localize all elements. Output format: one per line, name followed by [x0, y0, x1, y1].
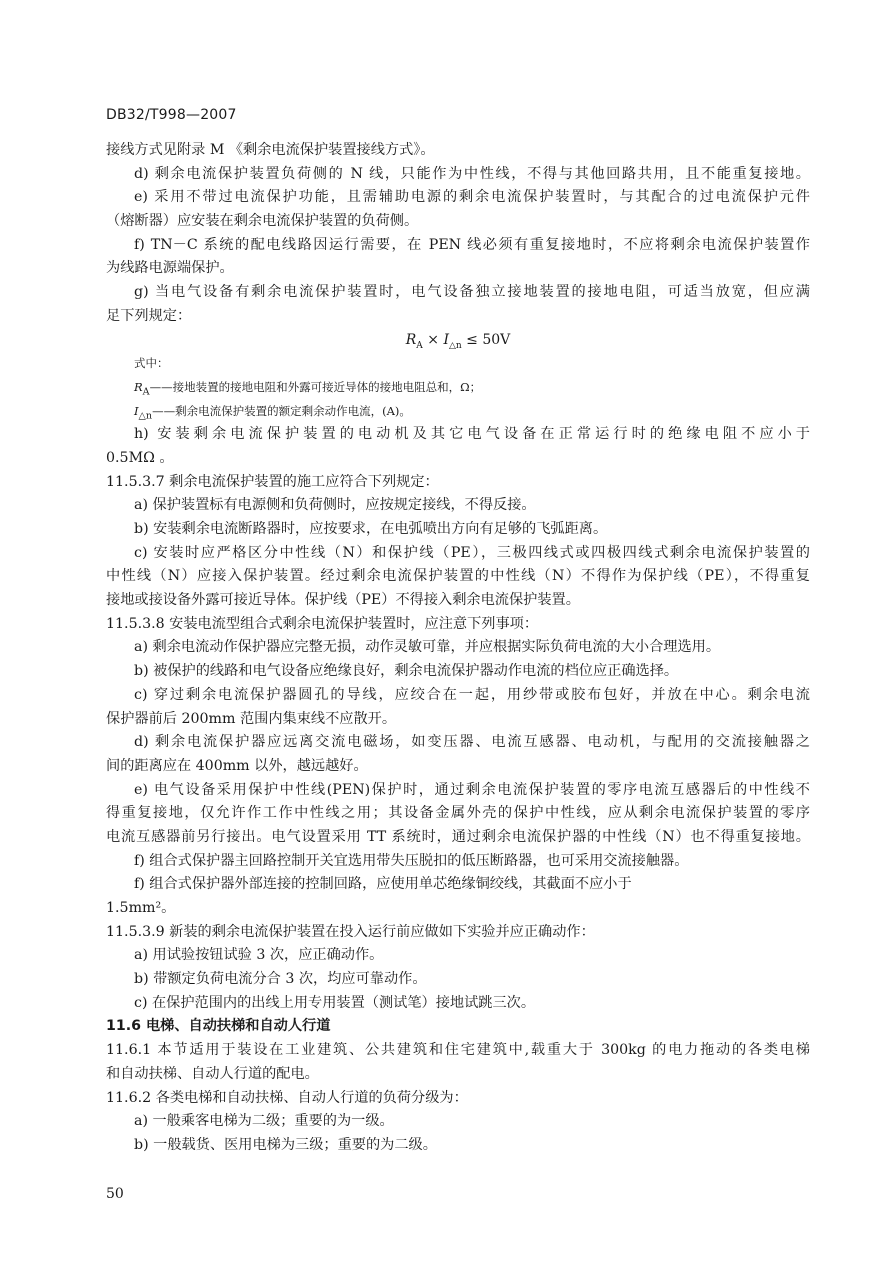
text-line: c) 在保护范围内的出线上用专用装置（测试笔）接地试跳三次。: [134, 994, 536, 1011]
clause-heading: 11.6.2 各类电梯和自动扶梯、自动人行道的负荷分级为：: [106, 1089, 468, 1106]
where-i-text: ——剩余电流保护装置的额定剩余动作电流，(A)。: [152, 403, 411, 418]
text-line: 接地或接设备外露可接近导体。保护线（PE）不得接入剩余电流保护装置。: [106, 592, 580, 609]
text-line: e) 采用不带过电流保护功能，且需辅助电源的剩余电流保护装置时，与其配合的过电流保护元件: [134, 189, 810, 206]
text-line: b) 一般载货、医用电梯为三级；重要的为二级。: [134, 1136, 437, 1153]
formula-r-subscript: A: [416, 340, 423, 351]
formula-i-subscript: △n: [448, 340, 462, 351]
where-r-text: ——接地装置的接地电阻和外露可接近导体的接地电阻总和，Ω；: [149, 379, 482, 394]
text-line: f) 组合式保护器外部连接的控制回路，应使用单芯绝缘铜绞线，其截面不应小于: [134, 876, 632, 893]
clause-heading: 11.5.3.8 安装电流型组合式剩余电流保护装置时，应注意下列事项：: [106, 615, 539, 632]
clause-heading: 11.5.3.7 剩余电流保护装置的施工应符合下列规定：: [106, 473, 439, 490]
text-line: d) 剩余电流保护器应远离交流电磁场，如变压器、电流互感器、电动机，与配用的交流接触器之: [134, 734, 810, 751]
text-line: b) 安装剩余电流断路器时，应按要求，在电弧喷出方向有足够的飞弧距离。: [134, 521, 608, 537]
text-line: e) 电气设备采用保护中性线(PEN)保护时，通过剩余电流保护装置的零序电流互感器后的中性线不: [134, 781, 810, 798]
where-r-subscript: A: [142, 386, 150, 398]
text-line: （熔断器）应安装在剩余电流保护装置的负荷侧。: [106, 213, 419, 230]
text-line: a) 保护装置标有电源侧和负荷侧时，应按规定接线，不得反接。: [134, 497, 536, 514]
formula-i-symbol: I: [443, 331, 449, 348]
where-label: 式中：: [134, 356, 169, 371]
standard-code-header: DB32/T998—2007: [106, 107, 237, 123]
formula-r-symbol: R: [405, 331, 417, 348]
text-line: a) 剩余电流动作保护器应完整无损，动作灵敏可靠，并应根据实际负荷电流的大小合理选用。: [134, 639, 721, 656]
text-line: 保护器前后 200mm 范围内集束线不应散开。: [106, 710, 397, 727]
text-line: g) 当电气设备有剩余电流保护装置时，电气设备独立接地装置的接地电阻，可适当放宽，但应满: [134, 284, 810, 301]
where-r-definition: [106, 376, 810, 400]
text-line: 中性线（N）应接入保护装置。经过剩余电流保护装置的中性线（N）不得作为保护线（PE），不得重复: [106, 568, 810, 585]
text-line: c) 穿过剩余电流保护器圆孔的导线，应绞合在一起，用纱带或胶布包好，并放在中心。剩余电流: [134, 686, 810, 703]
text-line: 和自动扶梯、自动人行道的配电。: [106, 1065, 319, 1082]
text-line: 得重复接地，仅允许作工作中性线之用；其设备金属外壳的保护中性线，应从剩余电流保护装置的零序: [106, 805, 810, 822]
page-number: 50: [106, 1186, 124, 1202]
where-i-definition: [106, 400, 810, 424]
text-line: 1.5mm²。: [106, 900, 176, 916]
section-heading: 11.6 电梯、自动扶梯和自动人行道: [106, 1018, 331, 1035]
text-line: d) 剩余电流保护装置负荷侧的 N 线，只能作为中性线，不得与其他回路共用，且不能重复接地。: [134, 165, 810, 182]
where-i-symbol: I: [134, 403, 139, 418]
text-line: c) 安装时应严格区分中性线（N）和保护线（PE），三极四线式或四极四线式剩余电流保护装置的: [134, 544, 810, 561]
text-line: 接线方式见附录 M 《剩余电流保护装置接线方式》。: [106, 142, 435, 158]
text-line: a) 用试验按钮试验 3 次，应正确动作。: [134, 947, 384, 964]
text-line: 间的距离应在 400mm 以外，越远越好。: [106, 757, 368, 774]
formula: [106, 329, 810, 353]
text-line: 0.5MΩ 。: [106, 449, 174, 466]
text-line: f) TN－C 系统的配电线路因运行需要，在 PEN 线必须有重复接地时，不应将剩余电流保护装置作: [134, 236, 810, 253]
clause-heading: 11.5.3.9 新装的剩余电流保护装置在投入运行前应做如下实验并应正确动作：: [106, 923, 595, 940]
text-line: 为线路电源端保护。: [106, 260, 234, 277]
text-line: b) 被保护的线路和电气设备应绝缘良好，剩余电流保护器动作电流的档位应正确选择。: [134, 663, 679, 680]
text-line: f) 组合式保护器主回路控制开关宜选用带失压脱扣的低压断路器，也可采用交流接触器。: [134, 852, 689, 869]
text-line: 电流互感器前另行接出。电气设置采用 TT 系统时，通过剩余电流保护器的中性线（N）也不得重复接地。: [106, 828, 810, 845]
formula-times: ×: [427, 331, 439, 348]
where-i-subscript: △n: [138, 409, 153, 421]
where-r-symbol: R: [134, 379, 143, 394]
text-line: b) 带额定负荷电流分合 3 次，均应可靠动作。: [134, 971, 427, 988]
text-line: h) 安装剩余电流保护装置的电动机及其它电气设备在正常运行时的绝缘电阻不应小于: [134, 426, 810, 443]
clause-heading: 11.6.1 本节适用于装设在工业建筑、公共建筑和住宅建筑中,载重大于 300kg 的电力拖动的各类电梯: [106, 1042, 810, 1059]
text-line: a) 一般乘客电梯为二级；重要的为一级。: [134, 1113, 394, 1130]
text-line: 足下列规定：: [106, 307, 192, 324]
formula-limit: ≤ 50V: [466, 331, 511, 348]
document-body: [106, 139, 810, 1158]
